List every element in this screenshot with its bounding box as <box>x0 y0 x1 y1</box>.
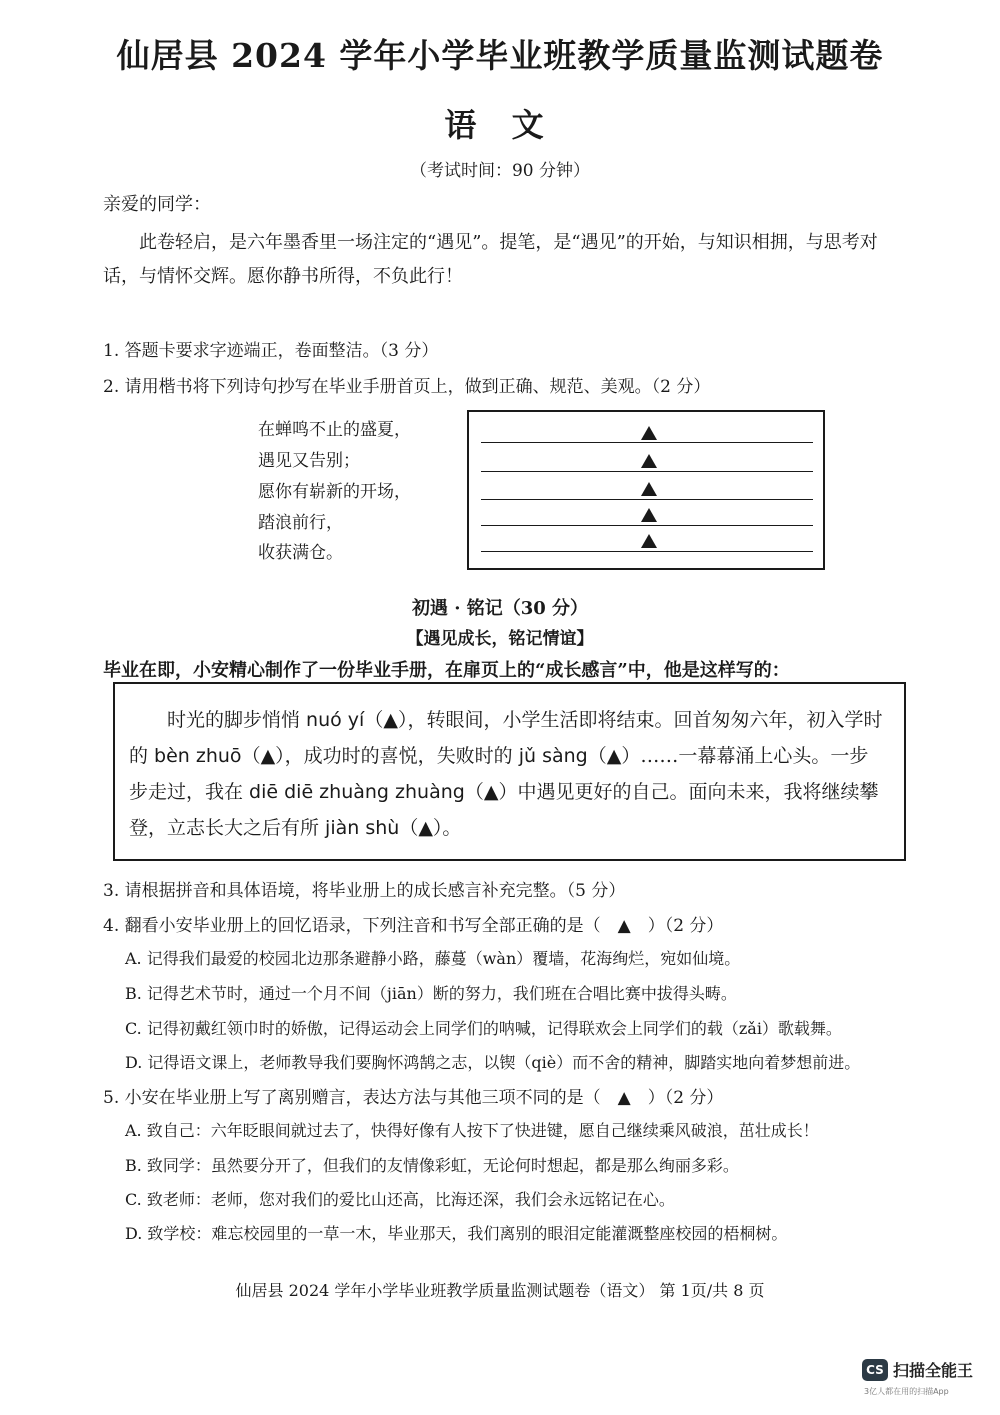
essay-text: （▲）中遇见更好的自己。面向未来，我将继续攀登，立志长大之后有所 <box>129 781 879 839</box>
watermark-name: 扫描全能王 <box>893 1361 974 1380</box>
writing-line <box>481 442 813 443</box>
watermark-tagline: 3亿人都在用的扫描App <box>864 1387 949 1396</box>
answer-marker-icon <box>641 482 657 496</box>
q4-option-c: C. 记得初戴红领巾时的娇傲，记得运动会上同学们的呐喊，记得联欢会上同学们的载（zǎi）歌载舞。 <box>125 1019 842 1038</box>
q4-option-a: A. 记得我们最爱的校园北边那条避静小路，藤蔓（wàn）覆墙，花海绚烂，宛如仙境。 <box>125 949 741 968</box>
section-lead: 毕业在即，小安精心制作了一份毕业手册，在扉页上的“成长感言”中，他是这样写的： <box>103 660 790 681</box>
greeting: 亲爱的同学： <box>103 194 211 215</box>
growth-essay-box <box>113 682 906 861</box>
page-footer: 仙居县 2024 学年小学毕业班教学质量监测试题卷（语文） 第 1页/共 8 页 <box>235 1281 765 1300</box>
question-3: 3. 请根据拼音和具体语境，将毕业册上的成长感言补充完整。（5 分） <box>103 881 626 901</box>
essay-text: （▲），成功时的喜悦，失败时的 <box>241 745 519 767</box>
subject-heading: 语 文 <box>444 106 556 144</box>
writing-line <box>481 551 813 552</box>
q5-option-c: C. 致老师：老师，您对我们的爱比山还高，比海还深，我们会永远铭记在心。 <box>125 1190 675 1209</box>
poem-line: 愿你有崭新的开场， <box>258 482 411 502</box>
poem-line: 遇见又告别； <box>258 451 360 471</box>
camscanner-logo-icon: CS <box>862 1359 888 1381</box>
essay-text: （▲），转眼间，小学生活即将结束。回首匆匆六年，初入学时的 <box>129 709 883 767</box>
essay-text: 时光的脚步悄悄 <box>167 709 307 731</box>
copy-writing-box[interactable] <box>467 410 825 570</box>
exam-time: （考试时间：90 分钟） <box>409 161 591 181</box>
answer-marker-icon <box>641 454 657 468</box>
poem-line: 踏浪前行， <box>258 513 343 533</box>
poem-line: 收获满仓。 <box>258 543 343 563</box>
question-2: 2. 请用楷书将下列诗句抄写在毕业手册首页上，做到正确、规范、美观。（2 分） <box>103 377 711 397</box>
essay-text: （▲）。 <box>399 817 462 839</box>
section-subtitle: 【遇见成长，铭记情谊】 <box>406 629 594 649</box>
pinyin-prompt: jiàn shù <box>325 817 400 839</box>
pinyin-prompt: diē diē zhuàng zhuàng <box>249 781 465 803</box>
q5-option-b: B. 致同学：虽然要分开了，但我们的友情像彩虹，无论何时想起，都是那么绚丽多彩。 <box>125 1156 739 1175</box>
q4-option-b: B. 记得艺术节时，通过一个月不间（jiān）断的努力，我们班在合唱比赛中拔得头畴。 <box>125 984 737 1003</box>
q5-option-d: D. 致学校：难忘校园里的一草一木，毕业那天，我们离别的眼泪定能灌溉整座校园的梧桐树。 <box>125 1224 788 1243</box>
q4-option-d: D. 记得语文课上，老师教导我们要胸怀鸿鹄之志，以锲（qiè）而不舍的精神，脚踏实地向着梦想前进。 <box>125 1053 861 1072</box>
writing-line <box>481 471 813 472</box>
question-4: 4. 翻看小安毕业册上的回忆语录，下列注音和书写全部正确的是（ ▲ ）（2 分） <box>103 916 724 936</box>
pinyin-prompt: nuó yí <box>306 709 365 731</box>
scanner-watermark <box>862 1357 984 1401</box>
section-title: 初遇 · 铭记（30 分） <box>411 598 589 619</box>
answer-marker-icon <box>641 508 657 522</box>
intro-paragraph: 此卷轻启，是六年墨香里一场注定的“遇见”。提笔，是“遇见”的开始，与知识相拥，与思考对话，与情怀交辉。愿你静书所得，不负此行！ <box>103 232 878 287</box>
exam-title: 仙居县 2024 学年小学毕业班教学质量监测试题卷 <box>116 36 884 75</box>
poem-line: 在蝉鸣不止的盛夏， <box>258 420 411 440</box>
answer-marker-icon <box>641 426 657 440</box>
question-1: 1. 答题卡要求字迹端正，卷面整洁。（3 分） <box>103 341 439 361</box>
pinyin-prompt: bèn zhuō <box>154 745 242 767</box>
pinyin-prompt: jǔ sàng <box>518 745 588 767</box>
q5-option-a: A. 致自己：六年眨眼间就过去了，快得好像有人按下了快进键，愿自己继续乘风破浪，茁壮成长！ <box>125 1121 819 1140</box>
writing-line <box>481 499 813 500</box>
writing-line <box>481 525 813 526</box>
answer-marker-icon <box>641 534 657 548</box>
question-5: 5. 小安在毕业册上写了离别赠言，表达方法与其他三项不同的是（ ▲ ）（2 分） <box>103 1088 724 1108</box>
essay-text: （▲）……一幕幕涌上心头。一步步走过，我在 <box>129 745 869 803</box>
